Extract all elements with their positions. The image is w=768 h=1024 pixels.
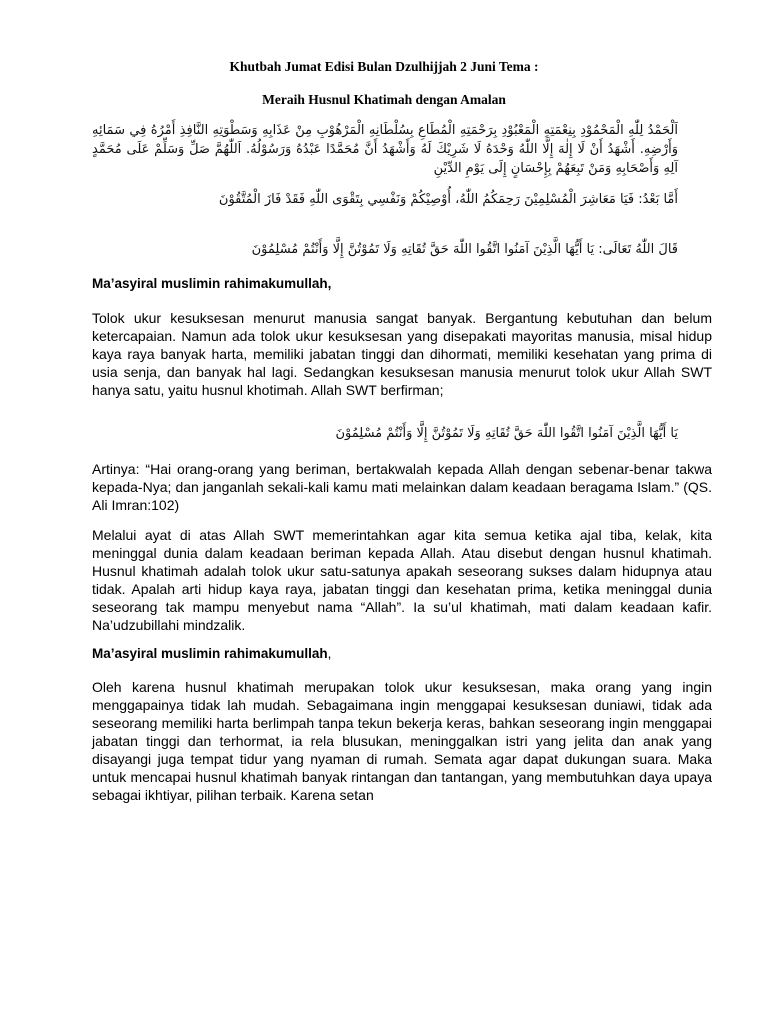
translation-paragraph: Artinya: “Hai orang-orang yang beriman, bertakwalah kepada Allah dengan sebenar-benar takwa kepada-Nya; dan janganlah sekali-kali kamu mati melainkan dalam keadaan beragama Islam.” (QS. Ali Imran:102) <box>92 461 712 513</box>
paragraph: Oleh karena husnul khatimah merupakan tolok ukur kesuksesan, maka orang yang ingin menggapainya tidak lah mudah. Sebagaimana ingin menggapai kesuksesan duniawi, tidak ada seseorang memiliki harta berlimpah tanpa tekun bekerja keras, bahkan seseorang ingin menggapai jabatan tinggi dan terhormat, ia rela blusukan, meninggalkan istri yang jelita dan anak yang disayangi juga tempat tidur yang nyaman di rumah. Semata agar dapat dukungan suara. Maka untuk mencapai husnul khatimah banyak rintangan dan tantangan, yang membutuhkan daya upaya sebagai ikhtiyar, pilihan terbaik. Karena setan <box>92 679 712 803</box>
document-title: Khutbah Jumat Edisi Bulan Dzulhijjah 2 Juni Tema : <box>229 59 539 74</box>
section-heading: Ma’asyiral muslimin rahimakumullah, <box>92 276 332 291</box>
arabic-verse-intro-text: قَالَ اللّٰهُ تَعَالَى: يَا أَيُّهَا الَّذِيْنَ آمَنُوا اتَّقُوا اللّٰهَ حَقَّ تُقَاتِهِ وَلَا تَمُوْتُنَّ إِلَّا وَأَنْتُمْ مُسْلِمُوْنَ <box>251 242 678 257</box>
section-heading-comma: , <box>327 646 332 661</box>
paragraph: Tolok ukur kesuksesan menurut manusia sangat banyak. Bergantung kebutuhan dan belum ketercapaian. Namun ada tolok ukur kesuksesan yang disepakati mayoritas manusia, misal hidup kaya raya banyak harta, memiliki jabatan tinggi dan dihormati, memiliki kesehatan yang prima di usia senja, dan banyak hal lagi. Sedangkan kesuksesan manusia menurut tolok ukur Allah SWT hanya satu, yaitu husnul khotimah. Allah SWT berfirman; <box>92 310 712 398</box>
arabic-verse-text: يَا أَيُّهَا الَّذِيْنَ آمَنُوا اتَّقُوا اللّٰهَ حَقَّ تُقَاتِهِ وَلَا تَمُوْتُنَّ إِلَّا وَأَنْتُمْ مُسْلِمُوْنَ <box>335 426 678 441</box>
section-heading <box>92 646 678 661</box>
paragraph: Melalui ayat di atas Allah SWT memerintahkan agar kita semua ketika ajal tiba, kelak, kita meninggal dunia dalam keadaan beriman kepada Allah. Atau disebut dengan husnul khatimah. Husnul khatimah adalah tolok ukur satu-satunya apakah seseorang sukses dalam hidupnya atau tidak. Apalah arti hidup kaya raya, jabatan tinggi dan kesehatan prima, ketika meninggal dunia seseorang tak mampu menyebut nama “Allah”. Ia su’ul khatimah, mati dalam keadaan kafir. Na’udzubillahi mindzalik. <box>92 527 712 633</box>
arabic-amma-badu-text: أَمَّا بَعْدُ: فَيَا مَعَاشِرَ الْمُسْلِمِيْنَ رَحِمَكُمُ اللّٰهُ، أُوْصِيْكُمْ وَنَفْسِي بِتَقْوَى اللّٰهِ فَقَدْ فَازَ الْمُتَّقُوْنَ <box>218 192 678 207</box>
document-subtitle: Meraih Husnul Khatimah dengan Amalan <box>262 92 506 107</box>
section-heading-text: Ma’asyiral muslimin rahimakumullah <box>92 646 328 661</box>
arabic-opening-text: اَلْحَمْدُ لِلّٰهِ الْمَحْمُوْدِ بِنِعْمَتِهِ الْمَعْبُوْدِ بِرَحْمَتِهِ الْمُطَاعِ بِسُلْطَانِهِ الْمَرْهُوْبِ مِنْ عَذَابِهِ وَسَطْوَتِهِ النَّافِذِ أَمْرُهُ فِي سَمَائِهِ وَأَرْضِهِ. أَشْهَدُ أَنْ لَا إِلٰهَ إِلَّا اللّٰهُ وَحْدَهُ لَا شَرِيْكَ لَهُ وَأَشْهَدُ أَنَّ مُحَمَّدًا عَبْدُهُ وَرَسُوْلُهُ. اَللّٰهُمَّ صَلِّ وَسَلِّمْ عَلَى مُحَمَّدٍ آلِهِ وَأَصْحَابِهِ وَمَنْ تَبِعَهُمْ بِإِحْسَانٍ إِلَى يَوْمِ الدِّيْنِ <box>92 123 678 176</box>
